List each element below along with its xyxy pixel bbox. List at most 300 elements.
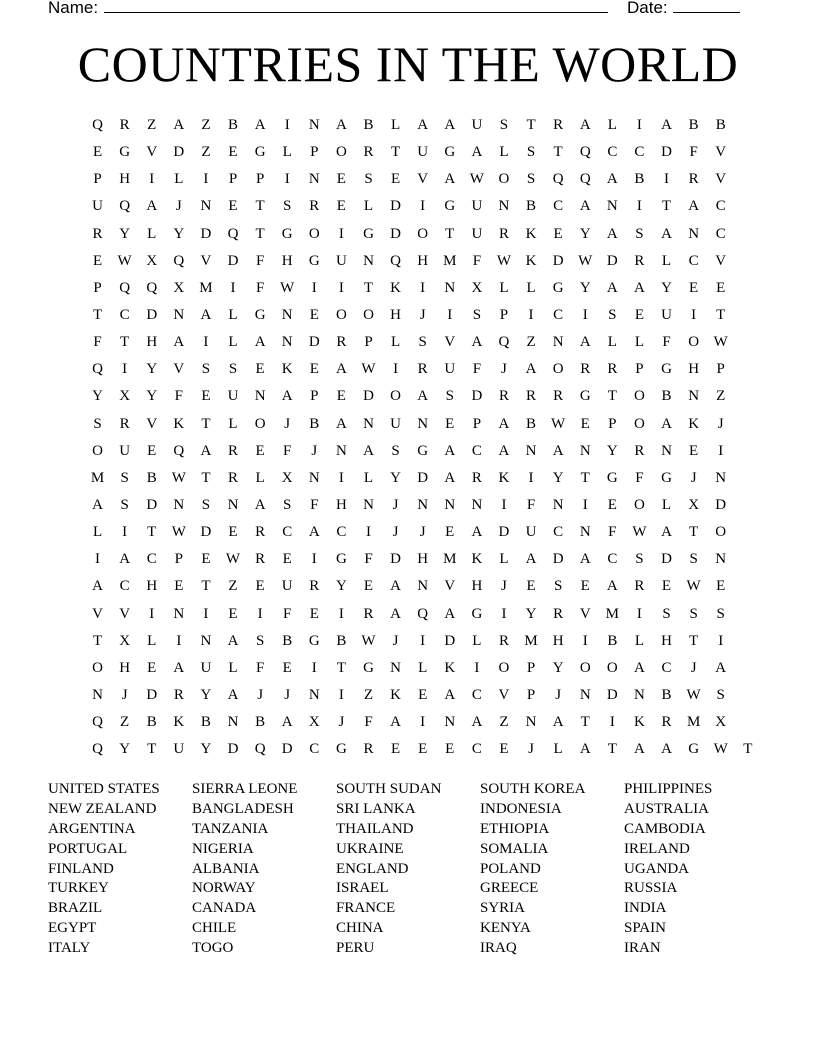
grid-letter: X [281, 469, 293, 486]
grid-letter: I [691, 306, 697, 323]
grid-letter: F [526, 496, 536, 513]
grid-letter: N [579, 442, 591, 459]
grid-letter: L [526, 279, 536, 296]
grid-letter: E [147, 659, 157, 676]
grid-letter: D [281, 741, 293, 758]
grid-letter: Y [579, 225, 591, 242]
grid-letter: R [634, 442, 645, 459]
grid-letter: V [498, 686, 510, 703]
word-bank-item: FRANCE [336, 900, 396, 917]
grid-letter: P [472, 415, 482, 432]
grid-letter: O [498, 171, 510, 188]
grid-letter: V [92, 605, 103, 622]
word-bank-item: PERU [336, 940, 375, 957]
grid-letter: S [255, 632, 265, 649]
grid-letter: A [634, 741, 645, 758]
grid-letter: D [444, 632, 456, 649]
grid-letter: Q [579, 144, 591, 161]
grid-letter: R [634, 252, 645, 269]
grid-letter: L [228, 306, 238, 323]
grid-letter: R [607, 361, 618, 378]
grid-letter: O [92, 659, 103, 676]
grid-letter: B [526, 198, 537, 215]
grid-letter: H [119, 659, 131, 676]
grid-letter: E [255, 578, 265, 595]
grid-letter: W [713, 741, 728, 758]
grid-letter: L [661, 496, 672, 513]
word-bank-item: PORTUGAL [48, 840, 128, 857]
grid-letter: S [635, 551, 644, 568]
grid-letter: I [230, 279, 236, 296]
grid-letter: T [390, 144, 401, 161]
grid-letter: F [174, 388, 183, 405]
grid-letter: S [418, 334, 427, 351]
grid-letter: G [335, 741, 347, 758]
grid-letter: J [419, 306, 426, 323]
grid-letter: O [634, 496, 645, 513]
grid-letter: N [308, 117, 320, 133]
grid-letter: O [308, 225, 320, 242]
grid-letter: I [149, 605, 155, 622]
grid-letter: L [363, 469, 374, 486]
grid-letter: Q [92, 741, 103, 758]
grid-letter: K [525, 252, 537, 269]
grid-letter: J [528, 741, 534, 758]
grid-letter: S [608, 306, 617, 323]
grid-letter: N [525, 442, 537, 459]
grid-letter: R [255, 524, 266, 541]
grid-letter: X [119, 632, 131, 649]
grid-letter: D [146, 496, 158, 513]
grid-letter: T [716, 306, 726, 323]
grid-row [84, 549, 761, 576]
grid-letter: C [607, 551, 618, 568]
grid-letter: F [472, 252, 482, 269]
grid-letter: G [254, 144, 266, 161]
grid-letter: H [146, 334, 158, 351]
grid-letter: I [122, 361, 128, 378]
grid-letter: R [92, 225, 103, 242]
grid-letter: W [361, 632, 376, 649]
grid-letter: I [203, 605, 209, 622]
grid-letter: A [444, 171, 456, 188]
grid-letter: S [445, 388, 454, 405]
grid-letter: K [634, 714, 645, 731]
grid-letter: Y [579, 279, 591, 296]
grid-letter: W [225, 551, 241, 568]
word-bank-item: BRAZIL [48, 900, 103, 917]
grid-letter: P [364, 334, 373, 351]
grid-letter: S [716, 605, 725, 622]
grid-letter: R [119, 117, 130, 133]
grid-letter: J [717, 415, 724, 432]
grid-letter: G [335, 551, 347, 568]
grid-letter: A [119, 551, 131, 568]
grid-letter: N [363, 496, 374, 513]
grid-letter: E [418, 741, 428, 758]
grid-letter: O [335, 144, 347, 161]
word-bank-item: UNITED STATES [48, 781, 160, 797]
grid-letter: L [634, 632, 644, 649]
grid-letter: S [635, 225, 644, 242]
grid-letter: X [308, 714, 320, 731]
grid-letter: S [553, 578, 563, 595]
grid-letter: E [147, 442, 157, 459]
grid-letter: I [203, 334, 209, 351]
grid-row [84, 332, 761, 359]
grid-letter: A [200, 306, 212, 323]
grid-letter: T [526, 117, 536, 133]
grid-letter: R [498, 225, 509, 242]
grid-letter: E [92, 252, 103, 269]
grid-letter: R [363, 144, 374, 161]
grid-letter: J [690, 469, 697, 486]
grid-letter: M [90, 469, 105, 486]
grid-letter: N [200, 632, 212, 649]
grid-letter: R [526, 388, 537, 405]
grid-letter: B [146, 714, 157, 731]
grid-letter: Y [146, 361, 158, 378]
grid-letter: C [553, 198, 564, 215]
grid-letter: C [336, 524, 347, 541]
grid-letter: T [580, 714, 590, 731]
grid-letter: G [363, 659, 374, 676]
grid-letter: M [605, 605, 619, 622]
grid-letter: S [93, 415, 102, 432]
grid-letter: N [363, 415, 374, 432]
grid-letter: L [418, 659, 428, 676]
grid-letter: O [688, 334, 700, 351]
grid-letter: R [119, 415, 130, 432]
grid-letter: D [606, 252, 618, 269]
grid-letter: U [444, 361, 456, 378]
grid-letter: T [689, 632, 699, 649]
grid-letter: E [228, 198, 238, 215]
word-bank-item: FINLAND [48, 860, 114, 877]
name-label: Name: [48, 0, 99, 17]
grid-letter: R [553, 388, 564, 405]
word-bank-item: ETHIOPIA [480, 820, 550, 837]
grid-letter: G [688, 741, 700, 758]
grid-letter: A [471, 144, 483, 161]
grid-letter: I [718, 632, 724, 649]
grid-letter: Q [92, 714, 103, 731]
grid-letter: N [308, 469, 320, 486]
grid-letter: D [471, 388, 483, 405]
grid-letter: T [607, 388, 617, 405]
grid-letter: P [310, 388, 319, 405]
grid-letter: A [308, 524, 320, 541]
word-bank-column [336, 780, 480, 959]
grid-letter: E [336, 388, 346, 405]
word-bank-item: ITALY [48, 940, 91, 957]
grid-letter: M [524, 632, 538, 649]
grid-letter: I [582, 496, 588, 513]
grid-letter: T [92, 306, 103, 323]
grid-letter: F [255, 659, 265, 676]
word-bank-item: NEW ZEALAND [48, 800, 157, 817]
grid-letter: O [634, 388, 645, 405]
grid-letter: N [525, 714, 537, 731]
word-bank-item: THAILAND [336, 820, 414, 837]
grid-letter: D [498, 524, 510, 541]
grid-letter: A [661, 741, 672, 758]
grid-letter: E [499, 741, 509, 758]
grid-letter: A [227, 686, 239, 703]
grid-letter: I [284, 117, 290, 133]
grid-letter: L [607, 334, 617, 351]
grid-letter: E [580, 415, 590, 432]
grid-letter: U [173, 741, 185, 758]
grid-letter: N [254, 388, 266, 405]
grid-letter: T [580, 469, 590, 486]
grid-letter: C [471, 741, 482, 758]
header [0, 0, 816, 20]
grid-letter: P [526, 686, 536, 703]
grid-letter: U [335, 252, 347, 269]
grid-letter: Y [390, 469, 401, 486]
grid-letter: P [499, 306, 509, 323]
grid-row [84, 576, 761, 603]
grid-letter: N [444, 279, 456, 296]
grid-letter: U [119, 442, 131, 459]
grid-letter: Z [716, 388, 726, 405]
grid-letter: D [146, 306, 158, 323]
grid-letter: C [634, 144, 645, 161]
grid-letter: R [255, 551, 266, 568]
grid-letter: A [606, 171, 618, 188]
grid-letter: I [338, 605, 344, 622]
grid-letter: E [282, 659, 292, 676]
word-bank-item: PHILIPPINES [624, 781, 713, 797]
grid-letter: Y [606, 442, 618, 459]
grid-letter: Y [200, 686, 212, 703]
grid-letter: E [92, 144, 103, 161]
grid-letter: F [364, 551, 373, 568]
grid-letter: U [92, 198, 103, 215]
grid-letter: V [715, 144, 727, 161]
grid-letter: M [199, 279, 213, 296]
grid-row [84, 251, 761, 278]
grid-letter: C [119, 578, 130, 595]
grid-letter: N [281, 334, 293, 351]
grid-letter: L [499, 279, 509, 296]
grid-letter: F [283, 442, 292, 459]
word-bank-item: EGYPT [48, 920, 97, 937]
grid-letter: T [743, 741, 753, 758]
grid-letter: I [149, 171, 155, 188]
grid-letter: B [255, 714, 266, 731]
grid-letter: A [579, 117, 591, 133]
grid-row [84, 712, 761, 739]
grid-letter: Y [119, 225, 131, 242]
grid-letter: E [634, 306, 644, 323]
grid-letter: A [606, 225, 618, 242]
grid-letter: A [92, 496, 103, 513]
grid-letter: R [228, 442, 239, 459]
grid-letter: L [390, 117, 401, 133]
grid-letter: I [203, 171, 209, 188]
grid-letter: I [338, 469, 344, 486]
grid-letter: U [471, 117, 483, 133]
grid-letter: A [281, 714, 293, 731]
grid-letter: N [688, 225, 700, 242]
grid-letter: G [417, 442, 429, 459]
grid-letter: G [363, 225, 374, 242]
word-bank-item: ENGLAND [336, 860, 409, 877]
grid-letter: I [122, 524, 128, 541]
grid-letter: W [632, 524, 647, 541]
grid-row [84, 414, 761, 441]
grid-letter: F [472, 361, 482, 378]
grid-letter: A [606, 578, 618, 595]
grid-letter: D [661, 551, 672, 568]
grid-letter: E [228, 144, 238, 161]
grid-letter: T [92, 632, 103, 649]
word-bank-item: TANZANIA [192, 820, 269, 837]
grid-letter: N [444, 714, 456, 731]
word-bank-item: CAMBODIA [624, 820, 706, 837]
grid-letter: T [255, 225, 265, 242]
grid-letter: F [283, 605, 292, 622]
grid-letter: Q [227, 225, 239, 242]
grid-letter: A [444, 469, 456, 486]
grid-letter: N [308, 171, 320, 188]
grid-letter: V [444, 334, 456, 351]
grid-letter: A [715, 659, 727, 676]
grid-letter: V [579, 605, 591, 622]
grid-letter: S [201, 361, 211, 378]
grid-letter: I [528, 469, 534, 486]
grid-letter: E [228, 524, 238, 541]
grid-letter: Q [173, 442, 185, 459]
word-bank-item: TURKEY [48, 880, 109, 897]
grid-letter: S [662, 605, 671, 622]
grid-letter: L [255, 469, 265, 486]
grid-letter: P [635, 361, 644, 378]
grid-letter: U [281, 578, 293, 595]
grid-letter: I [311, 551, 317, 568]
grid-letter: E [201, 551, 211, 568]
grid-letter: I [664, 171, 670, 188]
word-bank-item: IRELAND [624, 840, 690, 857]
grid-letter: I [582, 306, 588, 323]
grid-letter: A [390, 578, 401, 595]
grid-row [84, 685, 761, 712]
grid-letter: A [227, 632, 239, 649]
grid-letter: N [92, 686, 103, 703]
grid-letter: K [525, 225, 537, 242]
grid-letter: T [553, 144, 563, 161]
grid-row [84, 142, 761, 169]
grid-letter: L [553, 741, 563, 758]
grid-letter: Q [579, 171, 591, 188]
grid-letter: A [552, 442, 564, 459]
grid-letter: A [498, 415, 510, 432]
grid-letter: P [716, 361, 725, 378]
grid-letter: A [579, 198, 591, 215]
grid-letter: W [686, 686, 701, 703]
grid-letter: E [201, 388, 211, 405]
grid-letter: N [552, 334, 564, 351]
grid-letter: A [417, 388, 429, 405]
grid-letter: A [579, 551, 591, 568]
grid-letter: N [173, 306, 185, 323]
grid-letter: E [363, 578, 374, 595]
grid-letter: C [146, 551, 157, 568]
grid-letter: L [661, 252, 672, 269]
word-bank-item: ISRAEL [336, 880, 389, 897]
grid-letter: Y [146, 388, 158, 405]
grid-letter: D [715, 496, 727, 513]
grid-letter: J [311, 442, 318, 459]
grid-letter: Y [552, 469, 564, 486]
grid-letter: W [117, 252, 132, 269]
grid-letter: M [443, 252, 457, 269]
grid-letter: N [444, 496, 456, 513]
grid-letter: N [417, 496, 429, 513]
grid-letter: D [200, 524, 212, 541]
grid-letter: N [308, 686, 320, 703]
word-bank-column [480, 780, 624, 959]
grid-letter: E [661, 578, 672, 595]
grid-letter: L [472, 632, 482, 649]
grid-letter: Q [254, 741, 266, 758]
grid-letter: E [689, 442, 699, 459]
grid-letter: R [417, 361, 428, 378]
grid-letter: F [310, 496, 319, 513]
grid-letter: G [308, 632, 320, 649]
grid-letter: H [119, 171, 131, 188]
grid-letter: A [661, 524, 672, 541]
grid-letter: G [606, 469, 618, 486]
grid-letter: P [255, 171, 265, 188]
grid-row [84, 196, 761, 223]
grid-letter: C [607, 144, 618, 161]
grid-letter: H [688, 361, 700, 378]
grid-letter: U [471, 198, 483, 215]
grid-letter: A [579, 334, 591, 351]
grid-letter: H [281, 252, 293, 269]
grid-letter: N [227, 714, 239, 731]
grid-letter: J [257, 686, 264, 703]
grid-row [84, 604, 761, 631]
grid-letter: G [119, 144, 131, 161]
grid-letter: O [498, 659, 510, 676]
grid-letter: A [200, 442, 212, 459]
grid-letter: G [254, 306, 266, 323]
grid-letter: R [173, 686, 184, 703]
grid-letter: E [255, 361, 265, 378]
grid-letter: A [498, 442, 510, 459]
word-bank-column [192, 780, 336, 959]
grid-letter: H [552, 632, 564, 649]
grid-letter: O [606, 659, 618, 676]
grid-letter: R [309, 578, 320, 595]
grid-row [84, 278, 761, 305]
grid-letter: S [689, 605, 698, 622]
grid-letter: E [689, 279, 699, 296]
grid-letter: N [173, 496, 185, 513]
grid-letter: S [120, 496, 129, 513]
grid-letter: D [146, 686, 158, 703]
grid-letter: F [662, 334, 671, 351]
grid-letter: O [634, 415, 645, 432]
grid-letter: N [417, 415, 429, 432]
grid-letter: S [228, 361, 238, 378]
grid-letter: A [173, 117, 185, 133]
grid-letter: S [472, 306, 482, 323]
